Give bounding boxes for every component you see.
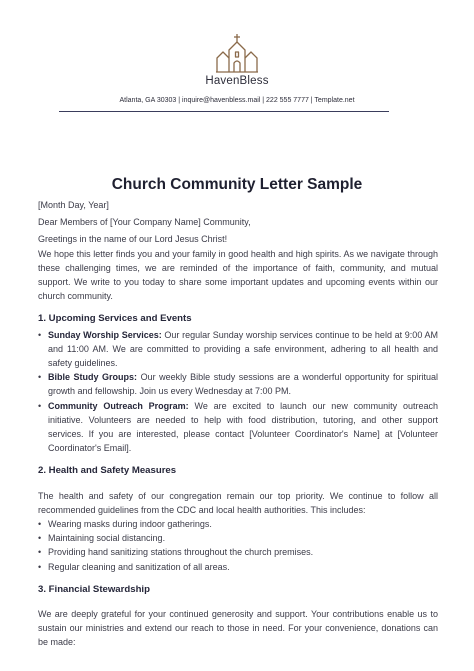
section-heading-finance: 3. Financial Stewardship	[38, 583, 150, 595]
letter-body	[38, 198, 438, 650]
events-list	[38, 328, 438, 456]
health-intro: The health and safety of our congregation remain our top priority. We continue to follow all recommended guidelines from the CDC and local health authorities. This includes:	[38, 490, 438, 515]
list-item: • Community Outreach Program: We are excited to launch our new community outreach initiative. Volunteers are needed to help with food distribution, tutoring, and other support services. If you are interested, please contact [Volunteer Coordinator's Name] at [Volunteer Coordinator's Email].	[46, 399, 438, 456]
salutation: Dear Members of [Your Company Name] Community,	[38, 217, 251, 228]
list-item: • Maintaining social distancing.	[46, 531, 438, 545]
letter-date: [Month Day, Year]	[38, 200, 109, 210]
greeting: Greetings in the name of our Lord Jesus Christ!	[38, 234, 228, 245]
section-heading-health: 2. Health and Safety Measures	[38, 465, 177, 477]
header-divider	[59, 111, 389, 112]
finance-intro: We are deeply grateful for your continued generosity and support. Your contributions enable us to sustain our ministries and extend our reach to those in need. For your convenience, donations can be made:	[38, 609, 438, 648]
list-item: • Bible Study Groups: Our weekly Bible study sessions are a wonderful opportunity for spiritual growth and fellowship. Join us every Wednesday at 7:00 PM.	[46, 370, 438, 398]
letter-title: Church Community Letter Sample	[111, 176, 363, 193]
health-list	[38, 517, 438, 574]
letterhead-logo	[0, 33, 474, 87]
intro-paragraph: We hope this letter finds you and your family in good health and high spirits. As we navigate through these challenging times, we are reminded of the importance of faith, community, and mutual support. We write to you today to share some important updates and upcoming events within our church community.	[38, 248, 438, 302]
list-item: • Wearing masks during indoor gatherings.	[46, 517, 438, 531]
contact-line: Atlanta, GA 30303 | inquire@havenbless.mail | 222 555 7777 | Template.net	[119, 97, 355, 104]
list-item: • Sunday Worship Services: Our regular Sunday worship services continue to be held at 9:00 AM and 11:00 AM. We are committed to providing a safe environment, adhering to all health and safety guidelines.	[46, 328, 438, 371]
list-item: • Providing hand sanitizing stations throughout the church premises.	[46, 545, 438, 559]
church-icon	[213, 33, 261, 73]
brand-name: HavenBless	[205, 75, 269, 87]
list-item: • Regular cleaning and sanitization of all areas.	[46, 560, 438, 574]
section-heading-events: 1. Upcoming Services and Events	[38, 313, 192, 325]
